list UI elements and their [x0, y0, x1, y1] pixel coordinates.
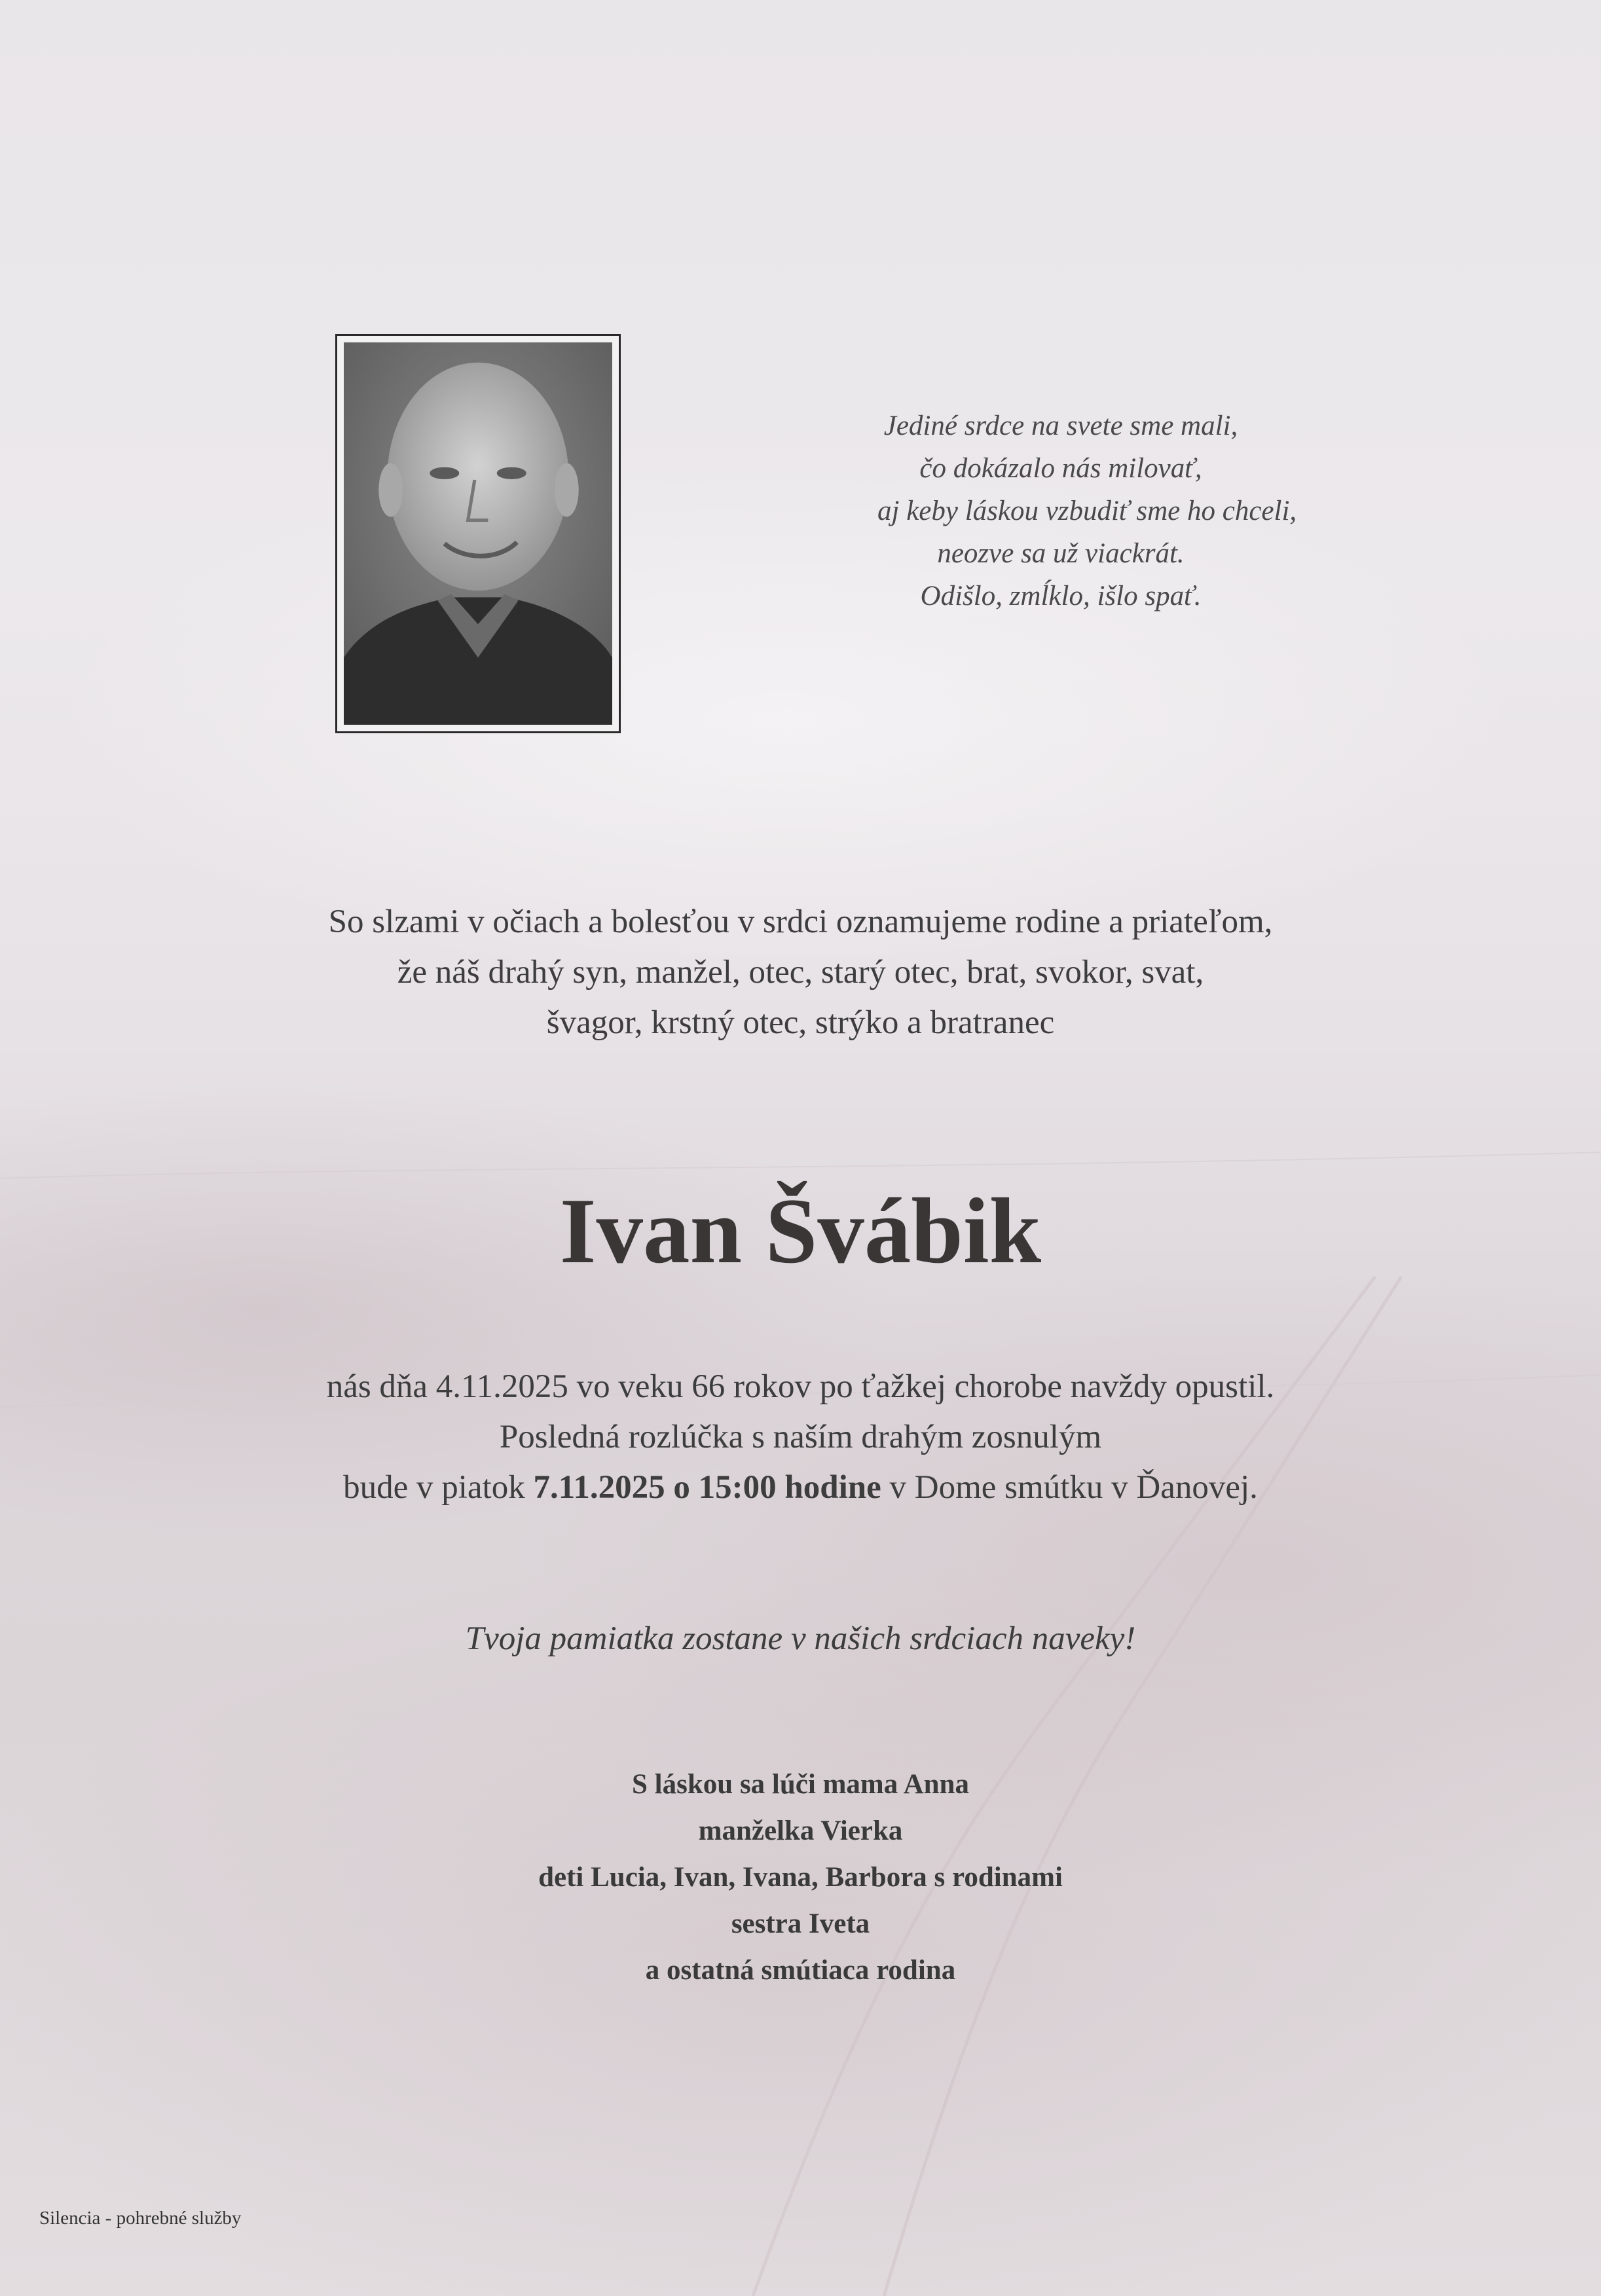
- announcement: [196, 897, 1405, 1048]
- poem: [877, 405, 1297, 617]
- announcement-line: So slzami v očiach a bolesťou v srdci oznamujeme rodine a priateľom,: [328, 903, 1273, 940]
- announcement-line: že náš drahý syn, manžel, otec, starý otec, brat, svokor, svat,: [397, 954, 1204, 991]
- mourner-line: sestra Iveta: [731, 1908, 870, 1939]
- deceased-name: Ivan Švábik: [559, 1179, 1042, 1283]
- poem-line: Odišlo, zmĺklo, išlo spať.: [920, 581, 1202, 611]
- details-line-farewell: Posledná rozlúčka s naším drahým zosnulým: [499, 1419, 1102, 1455]
- mourners-list: [196, 1761, 1405, 1994]
- details-line-death: nás dňa 4.11.2025 vo veku 66 rokov po ťažkej chorobe navždy opustil.: [326, 1368, 1275, 1405]
- mourner-line: S láskou sa lúči mama Anna: [632, 1769, 969, 1800]
- details-suffix: v Dome smútku v Ďanovej.: [881, 1469, 1258, 1506]
- funeral-datetime: 7.11.2025 o 15:00 hodine: [533, 1469, 881, 1506]
- funeral-service-credit: Silencia - pohrebné služby: [39, 2208, 242, 2229]
- poem-line: neozve sa už viackrát.: [937, 538, 1185, 569]
- poem-line: čo dokázalo nás milovať,: [919, 453, 1202, 484]
- mourner-line: a ostatná smútiaca rodina: [645, 1955, 956, 1986]
- announcement-line: švagor, krstný otec, strýko a bratranec: [546, 1004, 1055, 1041]
- portrait-photo-frame: [335, 334, 621, 733]
- funeral-details: [196, 1362, 1405, 1513]
- mourner-line: deti Lucia, Ivan, Ivana, Barbora s rodinami: [538, 1862, 1063, 1893]
- details-prefix: bude v piatok: [343, 1469, 534, 1506]
- details-line-date: [196, 1463, 1405, 1513]
- poem-line: Jediné srdce na svete sme mali,: [883, 410, 1238, 441]
- memorial-line: Tvoja pamiatka zostane v našich srdciach naveky!: [465, 1620, 1136, 1657]
- poem-line: aj keby láskou vzbudiť sme ho chceli,: [877, 496, 1297, 526]
- mourner-line: manželka Vierka: [698, 1815, 903, 1846]
- portrait-photo: [344, 342, 612, 725]
